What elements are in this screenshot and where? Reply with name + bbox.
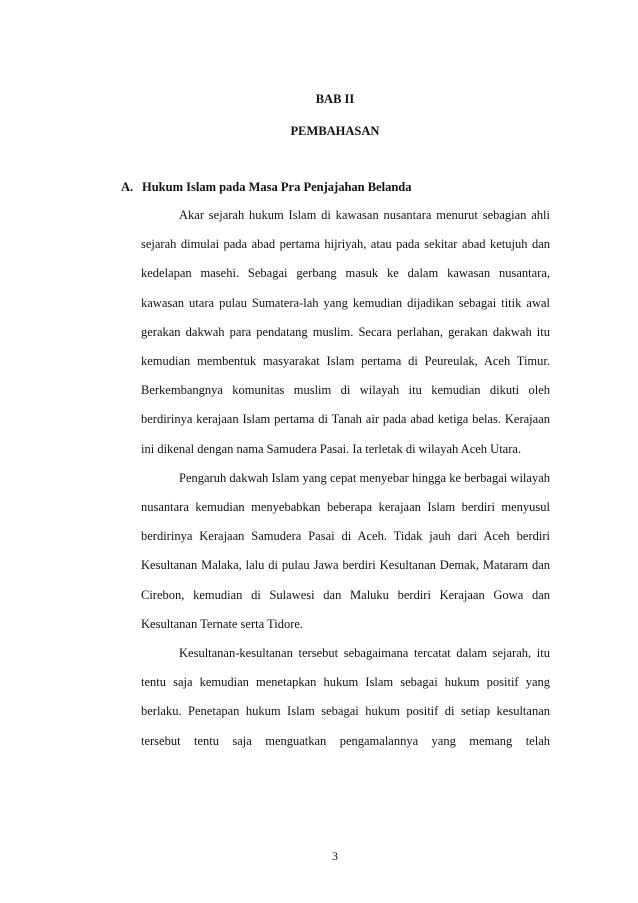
body-text: [141, 201, 550, 756]
page-number: 3: [332, 849, 338, 863]
section-number: A.: [121, 180, 134, 194]
paragraph: Pengaruh dakwah Islam yang cepat menyebar hingga ke berbagai wilayah nusantara kemudian menyebabkan beberapa kerajaan Islam berdiri menyusul berdirinya Kerajaan Samudera Pasai di Aceh. Tidak jauh dari Aceh berdiri Kesultanan Malaka, lalu di pulau Jawa berdiri Kesultanan Demak, Mataram dan Cirebon, kemudian di Sulawesi dan Maluku berdiri Kerajaan Gowa dan Kesultanan Ternate serta Tidore.: [141, 470, 550, 631]
chapter-heading: BAB II: [315, 92, 355, 106]
paragraph: Kesultanan-kesultanan tersebut sebagaimana tercatat dalam sejarah, itu tentu saja kemudian menetapkan hukum Islam sebagai hukum positif yang berlaku. Penetapan hukum Islam sebagai hukum positif di setiap kesultanan tersebut tentu saja menguatkan pengamalannya yang memang telah: [141, 646, 550, 748]
section-heading: [121, 180, 411, 195]
chapter-title: PEMBAHASAN: [290, 124, 380, 138]
section-title: Hukum Islam pada Masa Pra Penjajahan Belanda: [142, 180, 412, 194]
paragraph: Akar sejarah hukum Islam di kawasan nusantara menurut sebagian ahli sejarah dimulai pada abad pertama hijriyah, atau pada sekitar abad ketujuh dan kedelapan masehi. Sebagai gerbang masuk ke dalam kawasan nusantara, kawasan utara pulau Sumatera-lah yang kemudian dijadikan sebagai titik awal gerakan dakwah para pendatang muslim. Secara perlahan, gerakan dakwah itu kemudian membentuk masyarakat Islam pertama di Peureulak, Aceh Timur. Berkembangnya komunitas muslim di wilayah itu kemudian dikuti oleh berdirinya kerajaan Islam pertama di Tanah air pada abad ketiga belas. Kerajaan ini dikenal dengan nama Samudera Pasai. Ia terletak di wilayah Aceh Utara.: [141, 208, 550, 456]
